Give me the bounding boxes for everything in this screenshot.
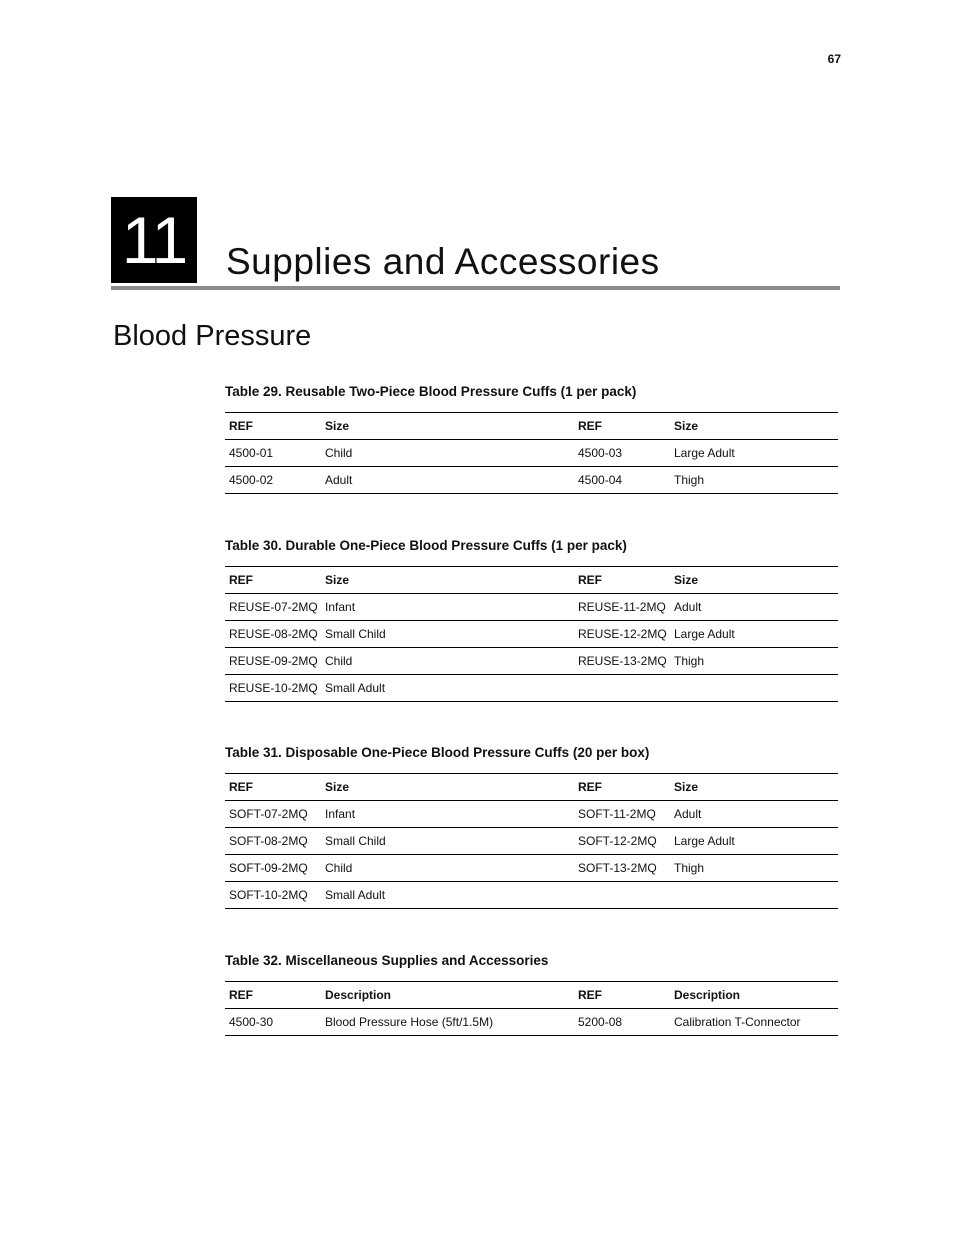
- column-header: Size: [321, 413, 574, 440]
- table-cell: Calibration T-Connector: [670, 1009, 838, 1036]
- table-cell: SOFT-11-2MQ: [574, 801, 670, 828]
- data-table: [225, 981, 838, 1036]
- table-cell: SOFT-08-2MQ: [225, 828, 321, 855]
- table-cell: SOFT-07-2MQ: [225, 801, 321, 828]
- table-cell: REUSE-13-2MQ: [574, 648, 670, 675]
- table-cell: Child: [321, 648, 574, 675]
- table-row: [225, 594, 838, 621]
- table-cell: Adult: [670, 801, 838, 828]
- table-cell: Small Child: [321, 621, 574, 648]
- column-header: REF: [574, 774, 670, 801]
- table-cell: SOFT-09-2MQ: [225, 855, 321, 882]
- column-header: Size: [670, 567, 838, 594]
- table-cell: Large Adult: [670, 621, 838, 648]
- table-32: [225, 951, 838, 1036]
- chapter-rule: [111, 286, 840, 290]
- table-30: [225, 536, 838, 702]
- table-caption: Table 30. Durable One-Piece Blood Pressure Cuffs (1 per pack): [225, 538, 627, 553]
- column-header: Description: [670, 982, 838, 1009]
- section-title: Blood Pressure: [113, 320, 312, 352]
- table-cell: Small Child: [321, 828, 574, 855]
- column-header: Size: [321, 567, 574, 594]
- table-cell: Small Adult: [321, 882, 574, 909]
- table-row: [225, 882, 838, 909]
- table-cell: SOFT-12-2MQ: [574, 828, 670, 855]
- table-row: [225, 648, 838, 675]
- table-cell: [670, 675, 838, 702]
- table-cell: Infant: [321, 801, 574, 828]
- chapter-header: [111, 197, 840, 292]
- table-cell: SOFT-10-2MQ: [225, 882, 321, 909]
- table-cell: REUSE-10-2MQ: [225, 675, 321, 702]
- table-header-row: [225, 567, 838, 594]
- data-table: [225, 412, 838, 494]
- table-cell: Thigh: [670, 855, 838, 882]
- table-cell: Blood Pressure Hose (5ft/1.5M): [321, 1009, 574, 1036]
- table-cell: Thigh: [670, 467, 838, 494]
- column-header: REF: [574, 413, 670, 440]
- table-caption: Table 32. Miscellaneous Supplies and Accessories: [225, 953, 549, 968]
- table-row: [225, 467, 838, 494]
- table-cell: [670, 882, 838, 909]
- table-cell: 5200-08: [574, 1009, 670, 1036]
- table-cell: Adult: [670, 594, 838, 621]
- table-row: [225, 801, 838, 828]
- column-header: Description: [321, 982, 574, 1009]
- column-header: REF: [574, 567, 670, 594]
- table-cell: REUSE-11-2MQ: [574, 594, 670, 621]
- data-table: [225, 566, 838, 702]
- table-31: [225, 743, 838, 909]
- table-cell: [574, 675, 670, 702]
- table-header-row: [225, 982, 838, 1009]
- table-row: [225, 675, 838, 702]
- data-table: [225, 773, 838, 909]
- table-cell: Adult: [321, 467, 574, 494]
- table-cell: 4500-04: [574, 467, 670, 494]
- table-cell: 4500-01: [225, 440, 321, 467]
- column-header: REF: [225, 774, 321, 801]
- table-cell: Large Adult: [670, 440, 838, 467]
- table-cell: Child: [321, 440, 574, 467]
- table-row: [225, 855, 838, 882]
- table-cell: REUSE-12-2MQ: [574, 621, 670, 648]
- table-row: [225, 621, 838, 648]
- chapter-number-box: 11: [111, 197, 197, 283]
- table-cell: 4500-03: [574, 440, 670, 467]
- table-cell: 4500-30: [225, 1009, 321, 1036]
- column-header: REF: [225, 567, 321, 594]
- table-row: [225, 828, 838, 855]
- table-29: [225, 382, 838, 494]
- table-cell: SOFT-13-2MQ: [574, 855, 670, 882]
- table-cell: Large Adult: [670, 828, 838, 855]
- page-number: 67: [827, 52, 841, 66]
- table-row: [225, 440, 838, 467]
- table-caption: Table 31. Disposable One-Piece Blood Pressure Cuffs (20 per box): [225, 745, 650, 760]
- table-cell: [574, 882, 670, 909]
- table-cell: 4500-02: [225, 467, 321, 494]
- column-header: REF: [225, 982, 321, 1009]
- column-header: REF: [574, 982, 670, 1009]
- table-cell: Infant: [321, 594, 574, 621]
- table-cell: Child: [321, 855, 574, 882]
- column-header: Size: [321, 774, 574, 801]
- column-header: REF: [225, 413, 321, 440]
- column-header: Size: [670, 774, 838, 801]
- chapter-title: Supplies and Accessories: [226, 241, 660, 282]
- column-header: Size: [670, 413, 838, 440]
- table-cell: Thigh: [670, 648, 838, 675]
- table-cell: Small Adult: [321, 675, 574, 702]
- table-cell: REUSE-07-2MQ: [225, 594, 321, 621]
- table-caption: Table 29. Reusable Two-Piece Blood Pressure Cuffs (1 per pack): [225, 384, 637, 399]
- table-row: [225, 1009, 838, 1036]
- table-cell: REUSE-08-2MQ: [225, 621, 321, 648]
- table-header-row: [225, 413, 838, 440]
- table-cell: REUSE-09-2MQ: [225, 648, 321, 675]
- table-header-row: [225, 774, 838, 801]
